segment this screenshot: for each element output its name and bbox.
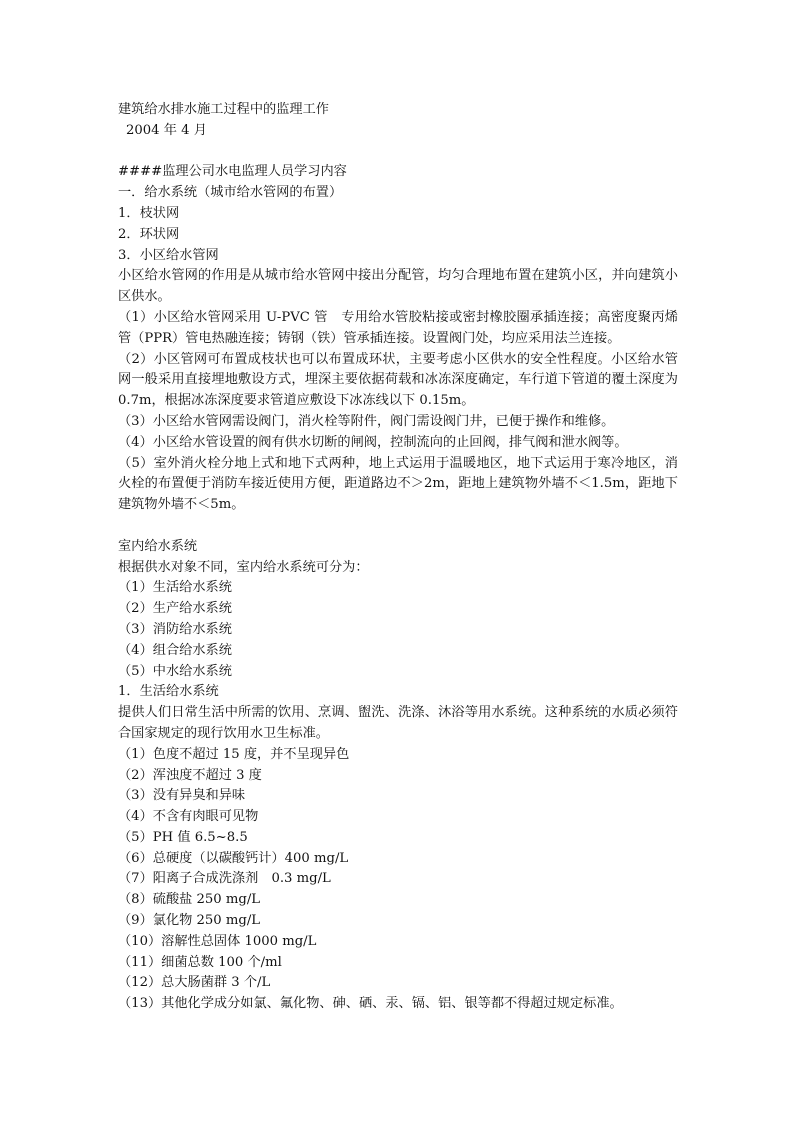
blank-line (118, 142, 678, 163)
paragraph: 小区给水管网的作用是从城市给水管网中接出分配管，均匀合理地布置在建筑小区，并向建筑小区供水。 (118, 268, 678, 305)
document-title: 建筑给水排水施工过程中的监理工作 (118, 102, 329, 117)
list-item: （6）总硬度（以碳酸钙计）400 mg/L (118, 850, 349, 866)
paragraph: （1）小区给水管网采用 U-PVC 管 专用给水管胶粘接或密封橡胶圈承插连接；高密度聚丙烯管（PPR）管电热融连接；铸钢（铁）管承插连接。设置阀门处，均应采用法兰连接。 (118, 309, 678, 346)
list-item: （9）氯化物 250 mg/L (118, 913, 261, 929)
paragraph: （4）小区给水管设置的阀有供水切断的闸阀，控制流向的止回阀，排气阀和泄水阀等。 (118, 434, 628, 450)
section-water-supply (118, 183, 678, 516)
sub-heading: 1．生活给水系统 (118, 684, 219, 700)
section-heading: 室内给水系统 (118, 538, 198, 554)
list-item: （4）组合给水系统 (118, 642, 232, 658)
document-body (118, 100, 678, 1015)
list-item: （7）阳离子合成洗涤剂 0.3 mg/L (118, 871, 331, 887)
paragraph: （2）小区管网可布置成枝状也可以布置成环状，主要考虑小区供水的安全性程度。小区给水管网一般采用直接埋地敷设方式，埋深主要依据荷载和冰冻深度确定，车行道下管道的覆土深度为 0.7m，根据冰冻深度要求管道应敷设下冰冻线以下 0.15m。 (118, 351, 678, 409)
list-item: 1．枝状网 (118, 205, 180, 221)
list-item: （4）不含有肉眼可见物 (118, 809, 259, 825)
list-item: 3．小区给水管网 (118, 247, 219, 263)
paragraph: 根据供水对象不同，室内给水系统可分为： (118, 559, 369, 575)
list-item: （8）硫酸盐 250 mg/L (118, 892, 261, 908)
paragraph: （5）室外消火栓分地上式和地下式两种，地上式运用于温暖地区，地下式运用于寒冷地区，消火栓的布置便于消防车接近使用方便，距道路边不＞2m，距地上建筑物外墙不＜1.5m，距地下建筑物外墙不＜5m。 (118, 455, 678, 513)
list-item: （1）生活给水系统 (118, 580, 232, 596)
list-item: 2．环状网 (118, 226, 180, 242)
section-indoor-water-supply (118, 537, 678, 1015)
list-item: （3）消防给水系统 (118, 621, 232, 637)
list-item: （12）总大肠菌群 3 个/L (118, 975, 271, 991)
section-heading: 一．给水系统（城市给水管网的布置） (118, 185, 343, 201)
paragraph: 提供人们日常生活中所需的饮用、烹调、盥洗、洗涤、沐浴等用水系统。这种系统的水质必须符合国家规定的现行饮用水卫生标准。 (118, 705, 678, 741)
header-line: ####监理公司水电监理人员学习内容 (118, 164, 347, 180)
blank-line (118, 516, 678, 537)
list-item: （13）其他化学成分如氯、氟化物、砷、硒、汞、镉、铝、银等都不得超过规定标准。 (118, 996, 623, 1012)
list-item: （10）溶解性总固体 1000 mg/L (118, 933, 317, 949)
list-item: （2）浑浊度不超过 3 度 (118, 767, 262, 783)
list-item: （3）没有异臭和异味 (118, 788, 246, 804)
paragraph: （3）小区给水管网需设阀门，消火栓等附件，阀门需设阀门井，已便于操作和维修。 (118, 413, 615, 429)
document-date: 2004 年 4 月 (126, 122, 207, 138)
list-item: （5）中水给水系统 (118, 663, 232, 679)
list-item: （11）细菌总数 100 个/ml (118, 954, 282, 970)
list-item: （5）PH 值 6.5~8.5 (118, 829, 248, 845)
list-item: （1）色度不超过 15 度，并不呈现异色 (118, 746, 350, 762)
list-item: （2）生产给水系统 (118, 601, 232, 617)
